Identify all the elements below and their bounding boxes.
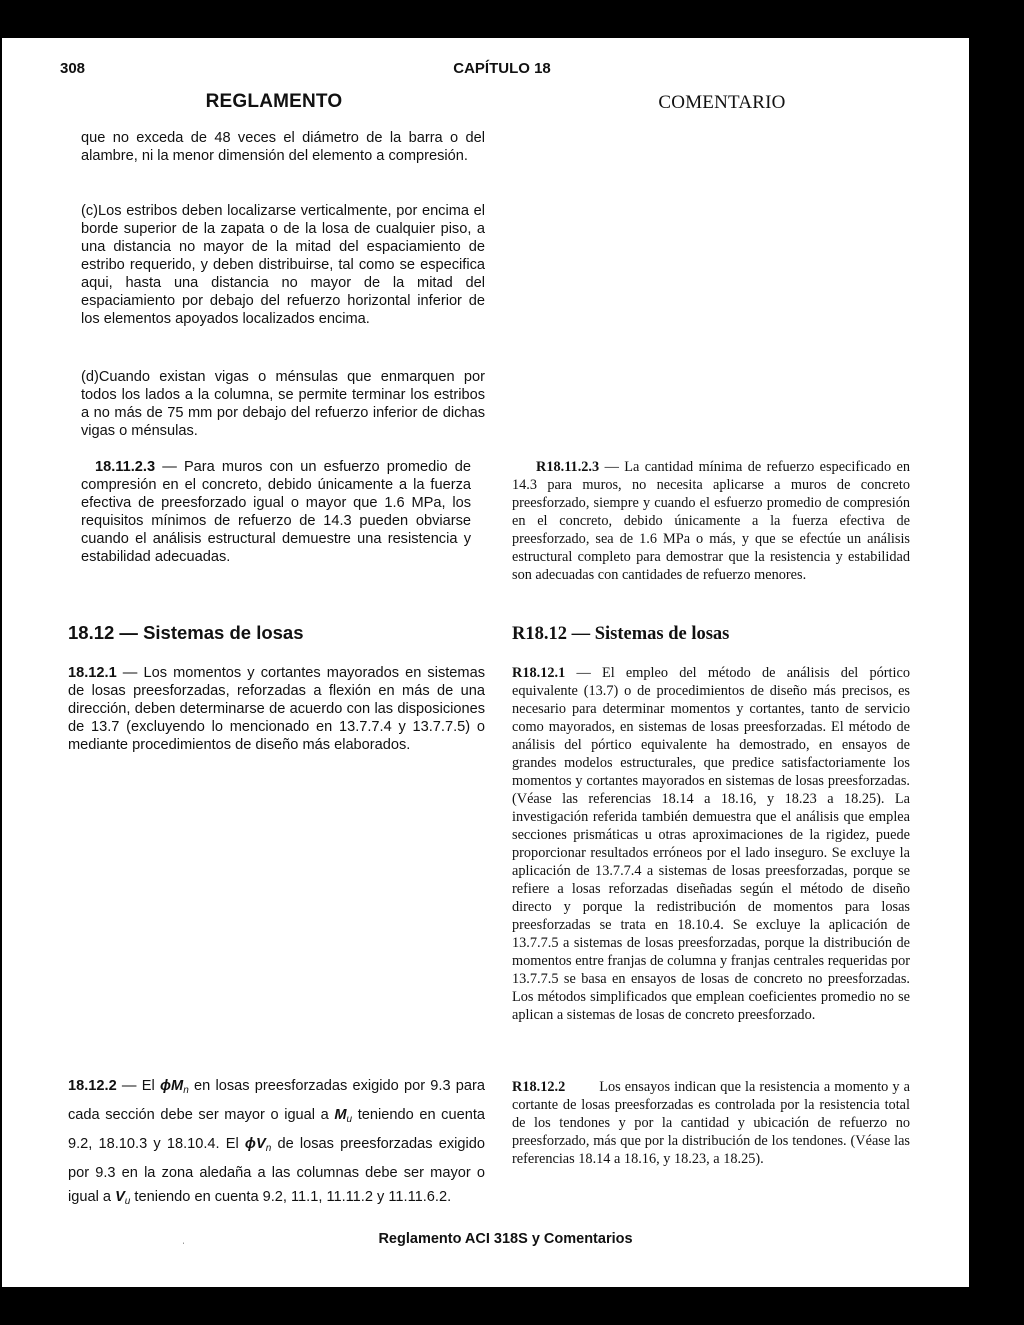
section-text: — La cantidad mínima de refuerzo especificado en 14.3 para muros, no necesita aplicarse a muros de concreto preesforzado, siempre y cuando el esfuerzo promedio de compresión en el concreto, debido únicamente a la fuerza efectiva de preesforzado, sea de 1.6 MPa o más, y que se efectúe un análisis estructural completo para demostrar que la resistencia y estabilidad son adecuadas con cantidades de refuerzo menores. [512, 459, 910, 583]
section-text: — Los momentos y cortantes mayorados en sistemas de losas preesforzadas, reforzadas a flexión en más de una dirección, deben determinarse de acuerdo con las disposiciones de 13.7 (excluyendo lo mencionado en 13.7.7.4 y 13.7.7.5) o mediante procedimientos de diseño más elaborados. [68, 665, 485, 753]
chapter-title: CAPÍTULO 18 [453, 60, 551, 77]
section-text: — El empleo del método de análisis del pórtico equivalente (13.7) o de procedimientos de diseño más precisos, es necesario para determinar momentos y cortantes, tanto de servicio como mayorados, en sistemas de losas preesforzadas. El método de análisis del pórtico equivalente ha demostrado, en ensayos de grandes modelos estructurales, que predice satisfactoriamente los momentos y cortantes mayorados en sistemas de losas preesforzadas. (Véase las referencias 18.14 a 18.16, y 18.23 a 18.25). La investigación referida también demuestra que el análisis que emplea secciones prismáticas u otras aproximaciones de la rigidez, puede proporcionar resultados erróneos por el lado inseguro. Se excluye la aplicación de 13.7.7.4 a sistemas de losas preesforzadas, porque se refiere a losas reforzadas diseñadas según el método de diseño directo y porque la redistribución de momentos para losas preesforzadas se trata en 18.10.4. Se excluye la aplicación de 13.7.7.5 a sistemas de losas preesforzadas, porque la distribución de momentos entre franjas de columna y franjas centrales requeridas por 13.7.7.5 se basa en ensayos de losas de concreto no preesforzadas. Los métodos simplificados que emplean coeficientes promedio no se aplican a sistemas de losas de concreto preesforzado. [512, 665, 910, 1023]
mu-symbol [334, 1107, 352, 1123]
text-part: teniendo en cuenta 9.2, 18.10.3 y 18.10.4. El [68, 1107, 485, 1152]
symbol: ϕV [244, 1136, 266, 1152]
section-18-12-1 [68, 664, 485, 754]
paragraph-continuation: que no exceda de 48 veces el diámetro de la barra o del alambre, ni la menor dimensión del elemento a compresión. [81, 130, 485, 164]
reglamento-item-d [81, 368, 485, 440]
document-page [2, 38, 969, 1287]
symbol: ϕM [159, 1078, 184, 1094]
section-number: 18.11.2.3 [95, 459, 156, 475]
footer-mark: ˌ [182, 1234, 185, 1244]
text-part: teniendo en cuenta 9.2, 11.1, 11.11.2 y 11.11.6.2. [130, 1189, 452, 1205]
symbol: M [334, 1107, 347, 1123]
symbol: V [115, 1189, 125, 1205]
section-18-11-2-3 [81, 458, 471, 566]
reglamento-continuation [81, 129, 485, 165]
subscript: u [124, 1196, 131, 1207]
section-18-12-2 [68, 1074, 485, 1214]
reglamento-item-c [81, 202, 485, 328]
column-title-reglamento: REGLAMENTO [205, 91, 343, 112]
subscript: n [265, 1143, 272, 1154]
section-number: R18.12.2 [512, 1079, 566, 1095]
vu-symbol [115, 1189, 130, 1205]
page-number: 308 [60, 60, 86, 77]
subscript: n [183, 1085, 189, 1096]
paragraph-item-c: (c)Los estribos deben localizarse verticalmente, por encima el borde superior de la zapata o de la losa de cualquier piso, a una distancia no mayor de la mitad del espaciamiento de estribo requerido, y deben distribuirse, tal como se especifica aqui, hasta una distancia no mayor de la mitad del espaciamiento por debajo del refuerzo horizontal inferior de los elementos apoyados localizados encima. [81, 203, 485, 327]
phi-mn-symbol [160, 1078, 189, 1094]
section-r18-12-1 [512, 664, 910, 1024]
text-part: de losas preesforzadas exigido por 9.3 en la zona aledaña a las columnas debe ser mayor o igual a [68, 1136, 485, 1205]
section-r18-11-2-3 [512, 458, 910, 584]
phi-vn-symbol [245, 1136, 271, 1152]
column-title-comentario: COMENTARIO [658, 92, 786, 113]
section-number: 18.12.1 [68, 665, 117, 681]
section-r18-12-2 [512, 1078, 910, 1168]
text-part: en losas preesforzadas exigido por 9.3 para cada sección debe ser mayor o igual a [68, 1078, 486, 1123]
paragraph-item-d: (d)Cuando existan vigas o ménsulas que enmarquen por todos los lados a la columna, se permite terminar los estribos a no más de 75 mm por debajo del refuerzo inferior de dichas vigas o ménsulas. [81, 369, 485, 439]
section-title-18-12: 18.12 — Sistemas de losas [68, 622, 304, 643]
footer-title: Reglamento ACI 318S y Comentarios [378, 1231, 633, 1247]
section-text: — Para muros con un esfuerzo promedio de compresión en el concreto, debido únicamente a la fuerza efectiva de preesforzado igual o mayor que 1.6 MPa, los requisitos mínimos de refuerzo de 14.3 pueden obviarse cuando el análisis estructural demuestre una resistencia y estabilidad adecuadas. [81, 459, 471, 565]
section-number: R18.12.1 [512, 665, 566, 681]
text-part: — El [116, 1078, 160, 1094]
section-text: Los ensayos indican que la resistencia a momento y a cortante de losas preesforzadas es controlada por la resistencia total de los tendones y por la cantidad y ubicación de refuerzo no preesforzado, más que por la distribución de los tendones. (Véase las referencias 18.14 a 18.16, y 18.23, a 18.25). [512, 1079, 910, 1167]
section-title-r18-12: R18.12 — Sistemas de losas [512, 624, 730, 644]
section-number: 18.12.2 [68, 1078, 117, 1094]
section-number: R18.11.2.3 [536, 459, 600, 475]
subscript: u [346, 1114, 353, 1125]
